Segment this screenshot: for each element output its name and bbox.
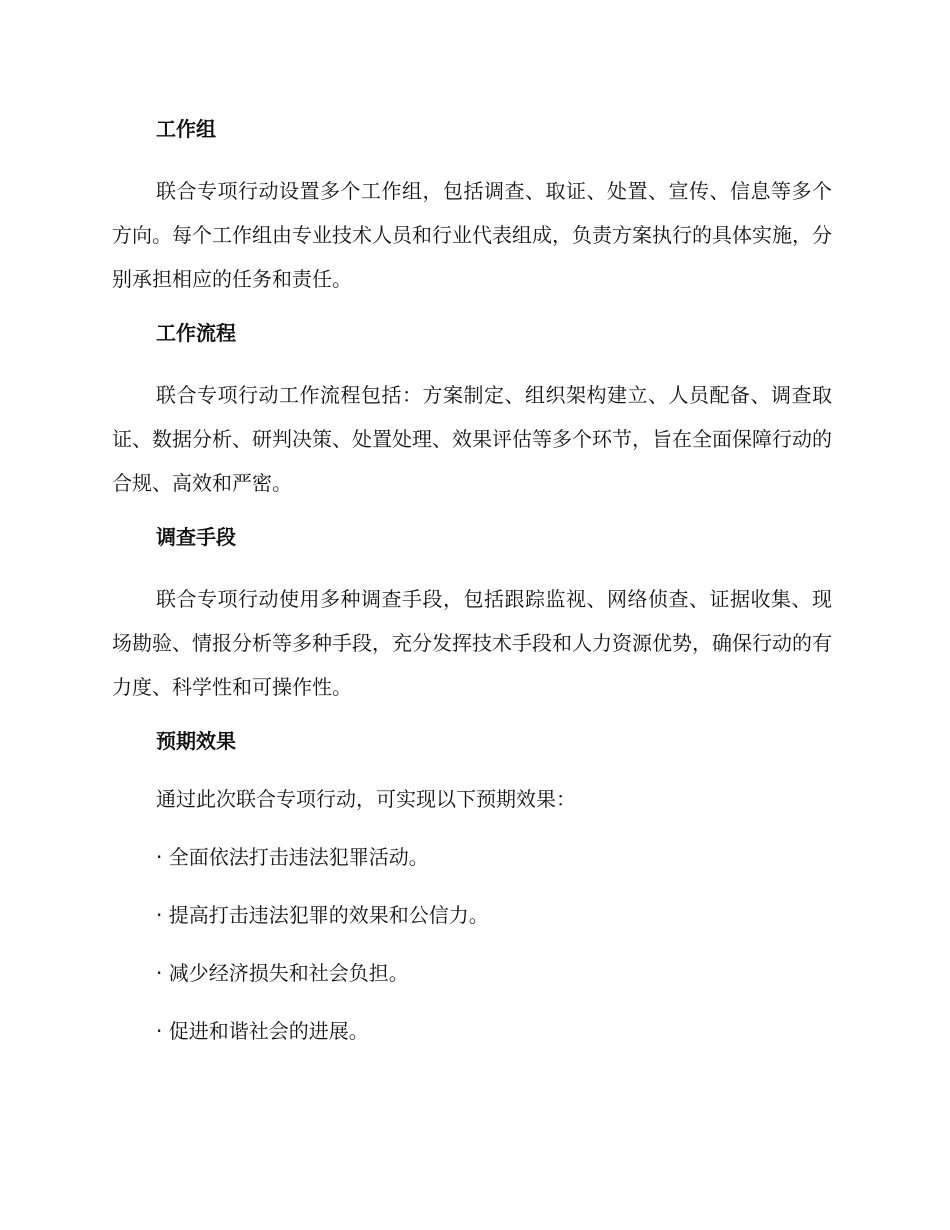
section-heading-workflow: 工作流程 (156, 321, 236, 345)
section-heading-work-groups: 工作组 (156, 117, 216, 141)
section-heading-investigation-methods: 调查手段 (156, 525, 236, 549)
section-paragraph-work-groups: 联合专项行动设置多个工作组，包括调查、取证、处置、宣传、信息等多个方向。每个工作组由专业技术人员和行业代表组成，负责方案执行的具体实施，分别承担相应的任务和责任。 (112, 179, 832, 291)
document-body (112, 111, 832, 1071)
expected-effects-intro: 通过此次联合专项行动，可实现以下预期效果： (156, 787, 576, 811)
section-heading-expected-effects: 预期效果 (156, 729, 236, 753)
list-item: · 全面依法打击违法犯罪活动。 (156, 845, 429, 869)
section-paragraph-workflow: 联合专项行动工作流程包括：方案制定、组织架构建立、人员配备、调查取证、数据分析、研判决策、处置处理、效果评估等多个环节，旨在全面保障行动的合规、高效和严密。 (112, 383, 832, 495)
list-item: · 减少经济损失和社会负担。 (156, 961, 409, 985)
section-paragraph-investigation-methods: 联合专项行动使用多种调查手段，包括跟踪监视、网络侦查、证据收集、现场勘验、情报分析等多种手段，充分发挥技术手段和人力资源优势，确保行动的有力度、科学性和可操作性。 (112, 587, 832, 699)
list-item: · 促进和谐社会的进展。 (156, 1019, 369, 1043)
list-item: · 提高打击违法犯罪的效果和公信力。 (156, 903, 489, 927)
